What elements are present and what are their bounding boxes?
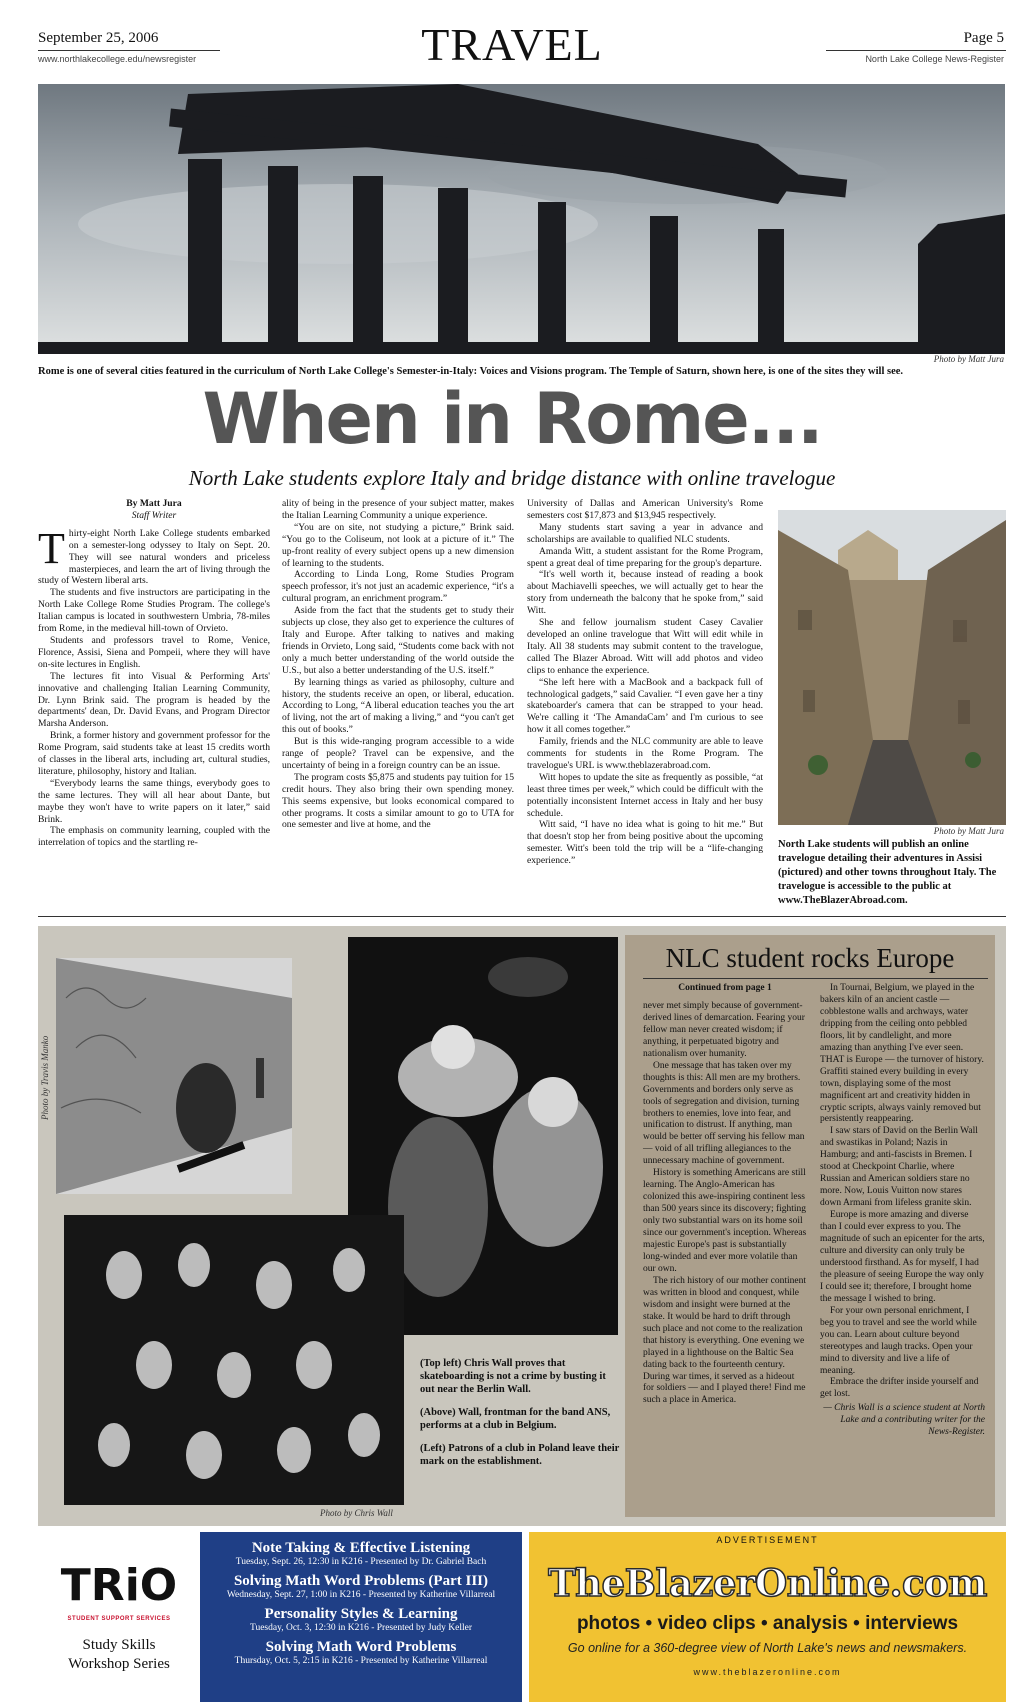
feature-column-2 — [820, 983, 985, 1439]
blazer-tagline: Go online for a 360-degree view of North Lake's news and newsmakers. — [567, 1641, 968, 1655]
trio-logo: TRiO — [60, 1560, 178, 1611]
paragraph: She and fellow journalism student Casey Cavalier developed an online travelogue that Witt will edit while in Italy. All 38 students may submit content to the travelogue, called The Blazer Abroad. Witt will add photos and video clips to enhance the experience. — [527, 617, 763, 676]
feature-title: NLC student rocks Europe — [665, 943, 955, 973]
paragraph: Europe is more amazing and diverse than I could ever express to you. The magnitude of such an epicenter for the arts, culture and diversity can only truly be understood firsthand. As for myself, I had the pleasure of seeing Europe the way only I could see it; therefore, I brought home the message I wished to bring. — [820, 1210, 985, 1304]
paragraph: I saw stars of David on the Berlin Wall and swastikas in Poland; Nazis in Hamburg; and anti-fascists in Bremen. I stood at Checkpoint Charlie, where Russian and American soldiers stare no more. Now, Louis Vuitton now stares down Armani from lifeless granite skin. — [820, 1126, 978, 1209]
workshop-detail: Thursday, Oct. 5, 2:15 in K216 - Presented by Katherine Villarreal — [234, 1656, 488, 1666]
drop-cap: T — [38, 523, 65, 573]
paragraph: “Everybody learns the same things, everybody goes to the same lectures. They will all hear about Dante, but maybe they won't have to write papers on it later,” said Brink. — [38, 777, 270, 825]
workshop-title: Note Taking & Effective Listening — [251, 1540, 471, 1556]
paragraph: “You are on site, not studying a picture,” Brink said. “You go to the Coliseum, not look at a picture of it.” The up-front reality of every subject opens up a new dimension of learning to the students. — [282, 521, 514, 569]
trio-ad[interactable] — [38, 1532, 200, 1702]
paragraph: “It's well worth it, because instead of reading a book about Machiavelli speeches, we will actually get to hear the story from underneath the balcony that he spoke from,” said Witt. — [527, 569, 763, 617]
article-column-2 — [282, 498, 514, 831]
workshop-detail: Wednesday, Sept. 27, 1:00 in K216 - Presented by Katherine Villarreal — [226, 1590, 496, 1600]
continued-note: Continued from page 1 — [678, 983, 772, 993]
paragraph: But is this wide-ranging program accessible to a wide range of people? Travel can be expensive, and the uncertainty of being in a foreign country can be an issue. — [282, 736, 514, 771]
workshop-item — [200, 1573, 522, 1600]
feature-title-rule — [643, 978, 988, 979]
article-column-3 — [527, 498, 763, 867]
paragraph: “She left here with a MacBook and a backpack full of technological gadgets,” said Cavalier. “I even gave her a tiny skateboarder's camera that can be strapped to your head. We're calling it ‘The AmandaCam’ and I'm curious to see how it all comes together.” — [527, 676, 763, 736]
paragraph: The rich history of our mother continent was written in blood and conquest, while wisdom and insight were burned at the stake. It would be hard to drift through such place and not come to the realization that history is everything. One evening we played in a lighthouse on the Baltic Sea dating back to the fourteenth century. During war times, it served as a hideout for soldiers — and I played there! Find me such a place in America. — [643, 1275, 807, 1406]
temple-of-saturn-photo — [38, 84, 1005, 354]
issue-date: September 25, 2006 — [38, 30, 159, 46]
ad-label: ADVERTISEMENT — [716, 1535, 819, 1545]
caption-above: (Above) Wall, frontman for the band ANS, performs at a club in Belgium. — [420, 1407, 611, 1431]
paragraph: For your own personal enrichment, I beg you to travel and see the world while you can. Learn about culture beyond stereotypes and laugh tracks. Open your mind to diversity and live a life of meaning. — [820, 1305, 977, 1376]
handprint-graffiti-image — [64, 1215, 404, 1505]
article-subhead: North Lake students explore Italy and bridge distance with online travelogue — [188, 466, 836, 490]
caption-left: (Left) Patrons of a club in Poland leave their mark on the establishment. — [420, 1443, 620, 1467]
paragraph: Many students start saving a year in advance and scholarships are available to qualified NLC students. — [527, 521, 763, 545]
article-headline: When in Rome... — [202, 378, 822, 460]
byline-role: Staff Writer — [131, 509, 177, 521]
berlin-wall-skate-image — [56, 958, 292, 1194]
handprint-wall-photo — [64, 1215, 404, 1505]
paragraph: Witt said, “I have no idea what is going to hit me.” But that doesn't stop her from being positive about the upcoming semester. Witt's been told the trip will be a “life-changing experience.” — [527, 819, 763, 867]
paragraph: According to Linda Long, Rome Studies Program speech professor, it's not just an academic experience, “it's a cultural program, an enrichment program.” — [282, 569, 514, 605]
paragraph: The lectures fit into Visual & Performing Arts' innovative and challenging Italian Learning Community, Dr. Lynn Brink said. The program is headed by the departments' dean, Dr. David Evans, and Program Director Marsha Anderson. — [38, 670, 270, 730]
top-photo-caption: Rome is one of several cities featured in the curriculum of North Lake College's Semester-in-Italy: Voices and Visions program. The Temple of Saturn, shown here, is one of the sites they will see. — [38, 366, 904, 377]
workshop-item — [200, 1639, 522, 1666]
workshop-title: Personality Styles & Learning — [264, 1606, 458, 1622]
workshop-item — [200, 1606, 522, 1633]
page-number: Page 5 — [963, 30, 1004, 46]
blazer-services: photos • video clips • analysis • interviews — [576, 1613, 959, 1634]
workshop-item — [200, 1540, 522, 1567]
alley-photo-caption: North Lake students will publish an online travelogue detailing their adventures in Assisi (pictured) and other towns throughout Italy. The travelogue is accessible to the public at www.TheBlazerAbroad.com. — [778, 839, 997, 906]
paragraph: The students and five instructors are participating in the North Lake College Rome Studies Program. The college's Italian campus is located in southwestern Umbria, 78-miles from Rome, in the medieval hill-town of Orvieto. — [38, 587, 270, 635]
author-tagline: — Chris Wall is a science student at North Lake and a contributing writer for the News-Register. — [823, 1403, 985, 1438]
blazer-url[interactable]: www.theblazeronline.com — [693, 1667, 842, 1677]
assisi-street-photo — [778, 510, 1006, 825]
trio-subtitle: STUDENT SUPPORT SERVICES — [67, 1616, 171, 1622]
paragraph: By learning things as varied as philosophy, culture and history, the students receive an open, or liberal, education. According to Long, “A liberal education teaches you the art of living, not the art of making a living,” and “you can't get this out of books.” — [282, 676, 514, 736]
caption-top-left: (Top left) Chris Wall proves that skateboarding is not a crime by busting it out near the Berlin Wall. — [420, 1358, 606, 1395]
top-photo-credit: Photo by Matt Jura — [933, 354, 1004, 364]
paragraph: ality of being in the presence of your subject matter, makes the Italian Learning Community a unique experience. — [282, 498, 514, 521]
paragraph: One message that has taken over my thoughts is this: All men are my brothers. Governments and borders only serve as tools of segregation and division, turning brothers to enemies, love into fear, and unification to distrust. If anything, man would be better off serving his fellow man — void of all trifling allegiances to the unnecessary machine of government. — [643, 1060, 805, 1167]
paragraph: Family, friends and the NLC community are able to leave comments for students in the Rome Program. The travelogue's URL is www.theblazerabroad.com. — [527, 736, 763, 771]
alley-photo-credit: Photo by Matt Jura — [933, 826, 1004, 836]
workshop-detail: Tuesday, Oct. 3, 12:30 in K216 - Presented by Judy Keller — [250, 1623, 472, 1633]
paragraph: Amanda Witt, a student assistant for the Rome Program, spent a great deal of time preparing for the group's departure. — [527, 545, 763, 569]
paragraph: Embrace the drifter inside yourself and get lost. — [820, 1377, 979, 1400]
byline: By Matt Jura — [126, 498, 182, 509]
workshop-series-title: Study Skills Workshop Series — [68, 1637, 170, 1672]
header-rule-right — [826, 50, 1006, 51]
paragraph: Brink, a former history and government professor for the Rome Program, said students take at least 15 credits worth of classes in the liberal arts, including art, cultural studies, literature, philosophy, history and Italian. — [38, 730, 270, 777]
article-column-1 — [38, 498, 270, 849]
paragraph: The emphasis on community learning, coupled with the interrelation of topics and the startling re- — [38, 825, 270, 849]
section-divider — [38, 916, 1006, 917]
workshop-title: Solving Math Word Problems (Part III) — [233, 1573, 489, 1589]
paragraph: University of Dallas and American University's Rome semesters cost $17,873 and $13,945 respectively. — [527, 498, 763, 521]
paragraph: hirty-eight North Lake College students embarked on a semester-long odyssey to Italy on Sept. 20. They will see natural wonders and priceless masterpieces, and learn the art of living through the study of Western liberal arts. — [38, 527, 270, 587]
handprint-photo-credit: Photo by Chris Wall — [320, 1508, 393, 1518]
section-title: TRAVEL — [421, 19, 603, 70]
skate-photo-credit: Photo by Travis Manko — [40, 1035, 50, 1120]
paragraph: never met simply because of government-derived lines of demarcation. Fearing your fellow man never created wisdom; if anything, it perpetuated bigotry and nationalism over humanity. — [643, 1000, 805, 1059]
website-url[interactable]: www.northlakecollege.edu/newsregister — [38, 54, 197, 64]
paragraph: The program costs $5,875 and students pay tuition for 15 credit hours. They also bring their own spending money. This seems expensive, but looks economical compared to other programs. It costs a similar amount to go to UTA for one semester and live at home, and the — [282, 771, 514, 831]
temple-silhouette-image — [38, 84, 1005, 354]
publication-name: North Lake College News-Register — [865, 54, 1004, 64]
paragraph: Aside from the fact that the students get to study their subjects up close, they also get to experience the cultures of Italy and Europe. After talking to natives and making friends in Orvieto, Long said, “Students come back with not only a much better understanding of the world outside the U.S., but also a better understanding of the U.S. itself.” — [282, 605, 514, 676]
workshop-detail: Tuesday, Sept. 26, 12:30 in K216 - Presented by Dr. Gabriel Bach — [235, 1557, 487, 1567]
blazer-brand: TheBlazerOnline.com — [548, 1561, 987, 1605]
paragraph: Witt hopes to update the site as frequently as possible, “at least three times per week,” which could be difficult with the potentially inconsistent Internet access in Italy and her busy schedule. — [527, 771, 763, 819]
feature-photo-captions — [420, 1357, 620, 1478]
paragraph: History is something Americans are still learning. The Anglo-American has colonized this awe-inspiring continent less than 500 years since its discovery; fighting only two substantial wars on its home soil since our government's inception. Whereas majestic Europe's past is substantially long-winded and ever more volatile than our own. — [643, 1168, 807, 1274]
paragraph: Students and professors travel to Rome, Venice, Florence, Assisi, Siena and Pompeii, where they will have on-site lectures in English. — [38, 634, 270, 670]
paragraph: In Tournai, Belgium, we played in the bakers kiln of an ancient castle — cobblestone walls and archways, water dripping from the ceiling onto pebbled floors, lit by candlelight, and more amazing than anything I've ever seen. THAT is Europe — the turnover of history. Graffiti stained every building in every town, displaying some of the most magnificent art and creativity hidden in cryptic scripts, always vainly removed but persistently reappearing. — [820, 983, 984, 1125]
workshop-title: Solving Math Word Problems — [265, 1639, 457, 1655]
skateboard-photo — [56, 958, 292, 1194]
blazer-online-ad[interactable] — [529, 1532, 1006, 1702]
workshop-schedule — [200, 1532, 522, 1702]
assisi-alley-image — [778, 510, 1006, 825]
feature-column-1 — [643, 983, 807, 1407]
